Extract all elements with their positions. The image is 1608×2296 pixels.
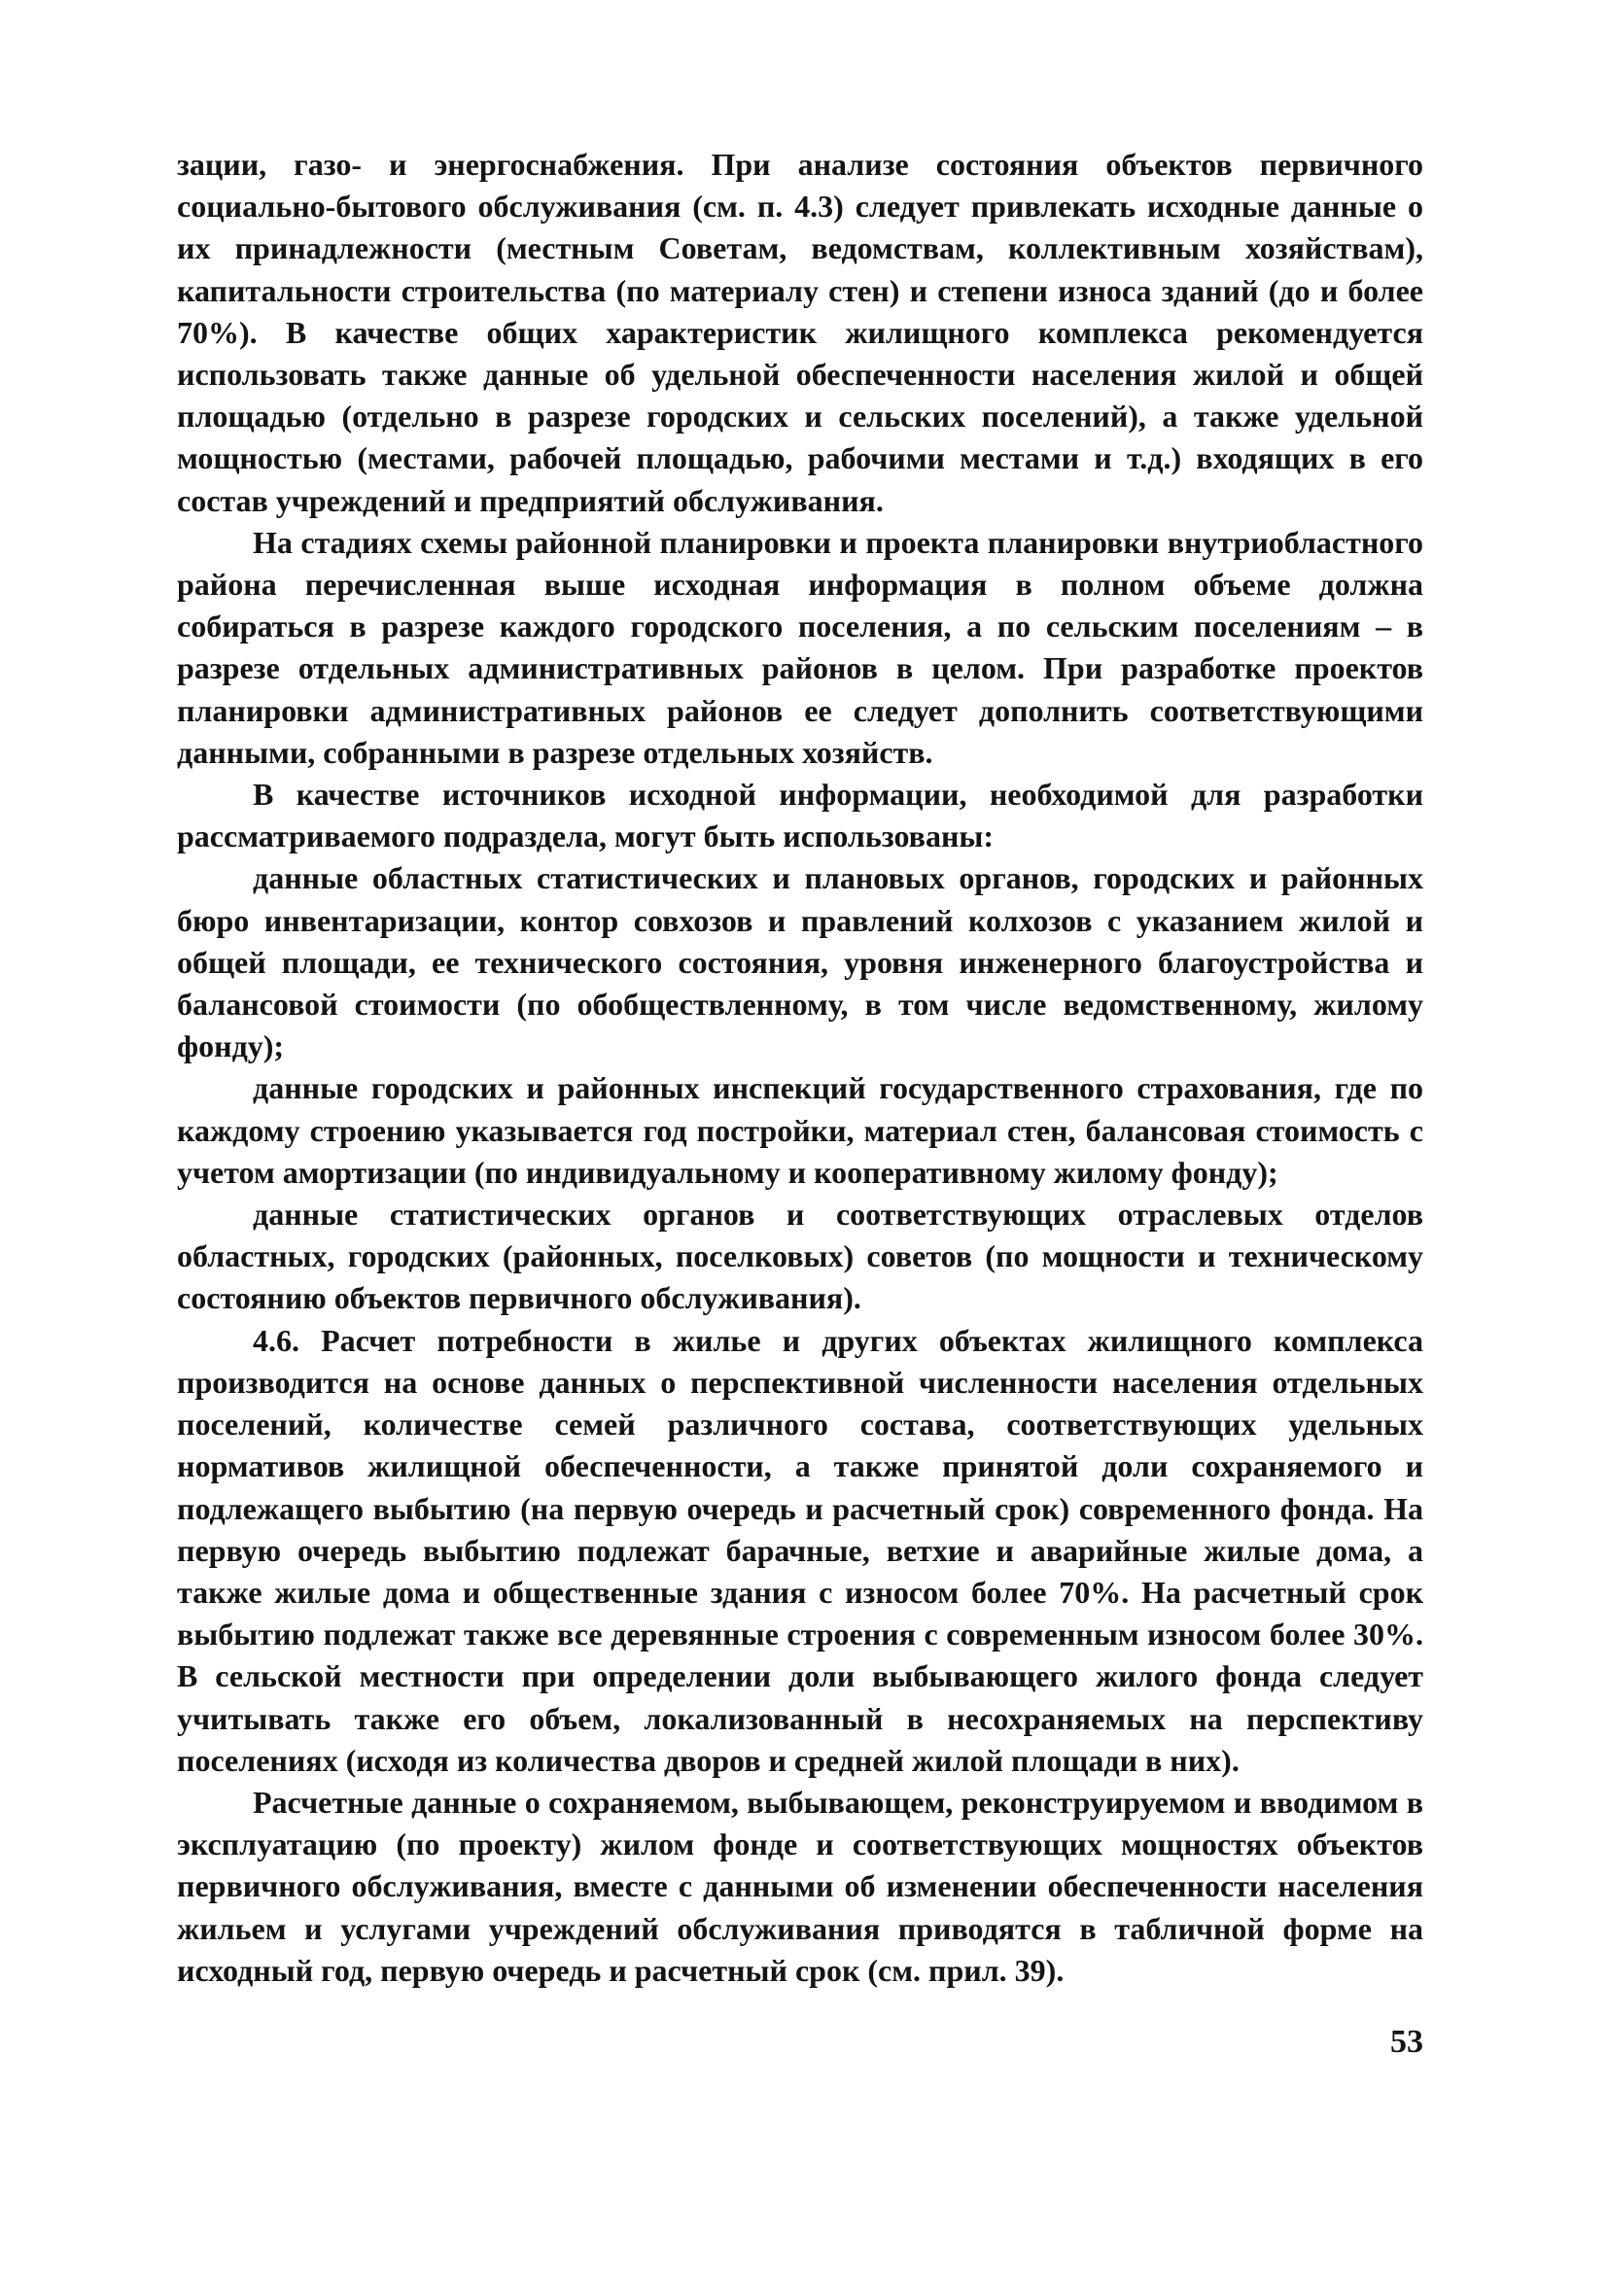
document-body bbox=[177, 144, 1423, 1992]
paragraph-continuation: зации, газо- и энергоснабжения. При анализе состояния объектов первичного социально-бытового обслуживания (см. п. 4.3) следует привлекать исходные данные о их принадлежности (местным Советам, ведомствам, коллективным хозяйствам), капитальности строительства (по материалу стен) и степени износа зданий (до и более 70%). В качестве общих характеристик жилищного комплекса рекомендуется использовать также данные об удельной обеспеченности населения жилой и общей площадью (отдельно в разрезе городских и сельских поселений), а также удельной мощностью (местами, рабочей площадью, рабочими местами и т.д.) входящих в его состав учреждений и предприятий обслуживания. bbox=[177, 147, 1423, 518]
paragraph-sources-intro: В качестве источников исходной информации, необходимой для разработки рассматриваемого подраздела, могут быть использованы: bbox=[177, 777, 1423, 854]
paragraph-source-statistical-organs: данные статистических органов и соответствующих отраслевых отделов областных, городских (районных, поселковых) советов (по мощности и техническому состоянию объектов первичного обслуживания). bbox=[177, 1197, 1423, 1316]
paragraph-source-regional-stats: данные областных статистических и плановых органов, городских и районных бюро инвентаризации, контор совхозов и правлений колхозов с указанием жилой и общей площади, ее технического состояния, уровня инженерного благоустройства и балансовой стоимости (по обобществленному, в том числе ведомственному, жилому фонду); bbox=[177, 860, 1423, 1064]
paragraph-source-insurance: данные городских и районных инспекций государственного страхования, где по каждому строению указывается год постройки, материал стен, балансовая стоимость с учетом амортизации (по индивидуальному и кооперативному жилому фонду); bbox=[177, 1070, 1423, 1190]
page-number: 53 bbox=[1390, 2024, 1423, 2060]
paragraph-section-4-6: 4.6. Расчет потребности в жилье и других объектах жилищного комплекса производится на основе данных о перспективной численности населения отдельных поселений, количестве семей различного состава, соответствующих удельных нормативов жилищной обеспеченности, а также принятой доли сохраняемого и подлежащего выбытию (на первую очередь и расчетный срок) современного фонда. На первую очередь выбытию подлежат барачные, ветхие и аварийные жилые дома, а также жилые дома и общественные здания с износом более 70%. На расчетный срок выбытию подлежат также все деревянные строения с современным износом более 30%. В сельской местности при определении доли выбывающего жилого фонда следует учитывать также его объем, локализованный в несохраняемых на перспективу поселениях (исходя из количества дворов и средней жилой площади в них). bbox=[177, 1322, 1423, 1778]
paragraph-calculated-data: Расчетные данные о сохраняемом, выбывающем, реконструируемом и вводимом в эксплуатацию (по проекту) жилом фонде и соответствующих мощностях объектов первичного обслуживания, вместе с данными об изменении обеспеченности населения жильем и услугами учреждений обслуживания приводятся в табличной форме на исходный год, первую очередь и расчетный срок (см. прил. 39). bbox=[177, 1784, 1423, 1988]
paragraph-planning-stages: На стадиях схемы районной планировки и проекта планировки внутриобластного района перечисленная выше исходная информация в полном объеме должна собираться в разрезе каждого городского поселения, а по сельским поселениям – в разрезе отдельных административных районов в целом. При разработке проектов планировки административных районов ее следует дополнить соответствующими данными, собранными в разрезе отдельных хозяйств. bbox=[177, 524, 1423, 770]
